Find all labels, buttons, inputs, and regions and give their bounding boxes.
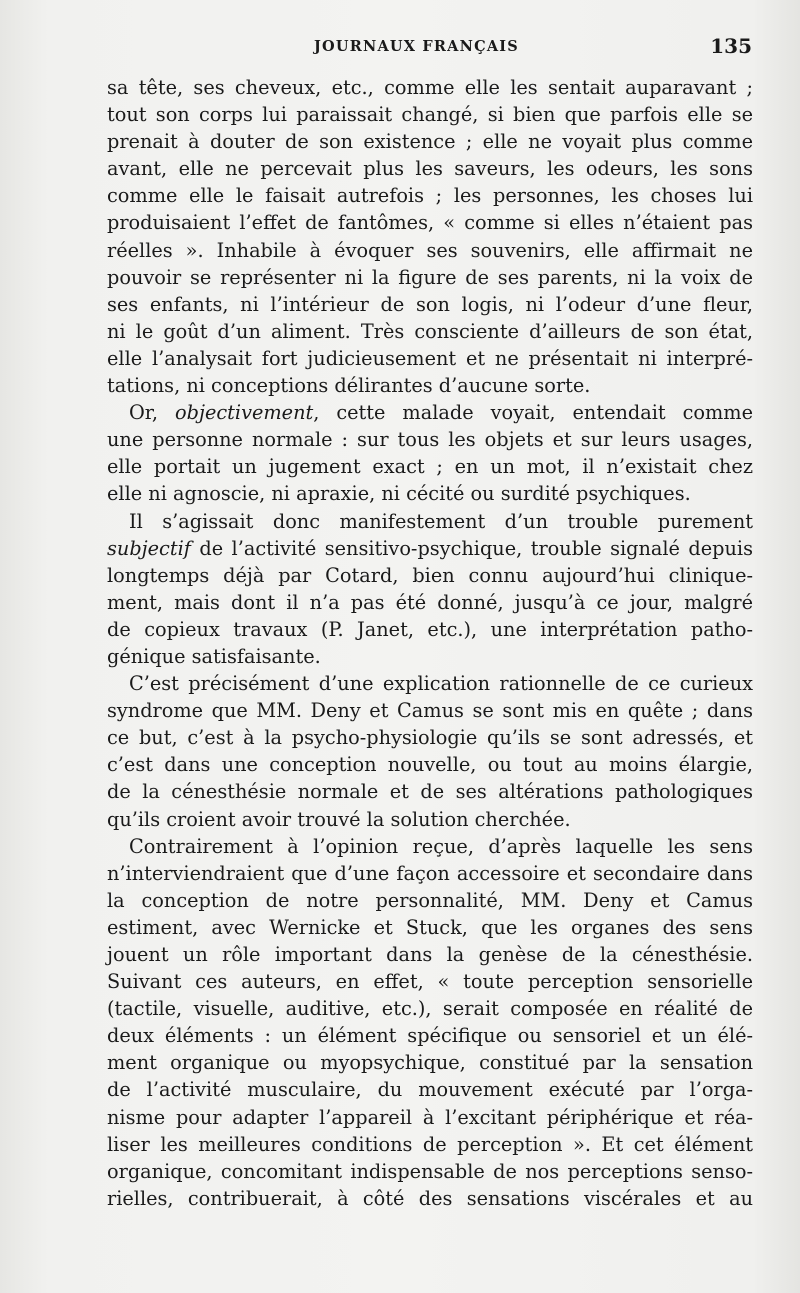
text-line: elle l’analysait fort judicieusement et ne présentait ni interpré- xyxy=(107,346,753,370)
text-line: Suivant ces auteurs, en effet, « toute perception sensorielle xyxy=(107,970,753,994)
text-line: prenait à douter de son existence ; elle ne voyait plus comme xyxy=(107,130,753,154)
paragraph-start-line: C’est précisément d’une explication rationnelle de ce curieux xyxy=(129,672,753,696)
paragraph-start-line xyxy=(107,399,753,426)
text-segment: de l’activité sensitivo-psychique, trouble signalé depuis xyxy=(190,536,753,560)
emphasized-text: objectivement xyxy=(175,401,314,425)
paragraph-start-line: Il s’agissait donc manifestement d’un trouble purement xyxy=(129,509,753,533)
text-line: une personne normale : sur tous les objets et sur leurs usages, xyxy=(107,428,753,452)
text-line: liser les meilleures conditions de perception ». Et cet élément xyxy=(107,1132,753,1156)
text-line: elle ni agnoscie, ni apraxie, ni cécité ou surdité psychiques. xyxy=(107,482,691,506)
text-line: rielles, contribuerait, à côté des sensations viscérales et au xyxy=(107,1186,753,1210)
text-line: jouent un rôle important dans la genèse de la cénesthésie. xyxy=(107,943,753,966)
text-line: de copieux travaux (P. Janet, etc.), une interprétation patho- xyxy=(107,617,753,641)
text-line xyxy=(107,535,753,562)
text-line: longtemps déjà par Cotard, bien connu aujourd’hui clinique- xyxy=(107,563,753,587)
text-line: avant, elle ne percevait plus les saveurs, les odeurs, les sons xyxy=(107,157,753,181)
text-line: sa tête, ses cheveux, etc., comme elle les sentait auparavant ; xyxy=(107,76,753,99)
body-text xyxy=(107,74,753,1212)
text-line: (tactile, visuelle, auditive, etc.), serait composée en réalité de xyxy=(107,997,753,1021)
text-segment: Or, xyxy=(129,401,176,425)
text-line: n’interviendraient que d’une façon accessoire et secondaire dans xyxy=(107,861,753,885)
page-header xyxy=(0,36,800,62)
text-line: comme elle le faisait autrefois ; les personnes, les choses lui xyxy=(107,184,753,208)
text-line: tout son corps lui paraissait changé, si bien que parfois elle se xyxy=(107,103,753,127)
emphasized-text: subjectif xyxy=(107,536,191,560)
text-line: génique satisfaisante. xyxy=(107,644,321,668)
text-line: nisme pour adapter l’appareil à l’excitant périphérique et réa- xyxy=(107,1105,753,1129)
running-head: JOURNAUX FRANÇAIS xyxy=(314,38,519,55)
text-line: ment organique ou myopsychique, constitué par la sensation xyxy=(107,1051,753,1075)
text-line: tations, ni conceptions délirantes d’aucune sorte. xyxy=(107,374,591,398)
text-line: estiment, avec Wernicke et Stuck, que les organes des sens xyxy=(107,915,753,939)
text-line: ment, mais dont il n’a pas été donné, jusqu’à ce jour, malgré xyxy=(107,590,753,614)
text-line: deux éléments : un élément spécifique ou sensoriel et un élé- xyxy=(107,1024,753,1048)
text-line: ce but, c’est à la psycho-physiologie qu’ils se sont adressés, et xyxy=(107,726,753,750)
text-line: pouvoir se représenter ni la figure de ses parents, ni la voix de xyxy=(107,265,753,289)
paragraph-start-line: Contrairement à l’opinion reçue, d’après laquelle les sens xyxy=(129,834,753,858)
text-line: organique, concomitant indispensable de nos perceptions senso- xyxy=(107,1159,753,1183)
page-number: 135 xyxy=(710,34,752,58)
text-line: produisaient l’effet de fantômes, « comme si elles n’étaient pas xyxy=(107,211,753,235)
text-line: réelles ». Inhabile à évoquer ses souvenirs, elle affirmait ne xyxy=(107,238,753,262)
text-segment: , cette malade voyait, entendait comme xyxy=(313,401,753,425)
text-line: qu’ils croient avoir trouvé la solution cherchée. xyxy=(107,807,571,831)
text-line: la conception de notre personnalité, MM. Deny et Camus xyxy=(107,888,753,912)
text-line: elle portait un jugement exact ; en un mot, il n’existait chez xyxy=(107,455,753,479)
text-line: c’est dans une conception nouvelle, ou tout au moins élargie, xyxy=(107,753,753,777)
text-line: ni le goût d’un aliment. Très consciente d’ailleurs de son état, xyxy=(107,319,753,343)
text-line: de l’activité musculaire, du mouvement exécuté par l’orga- xyxy=(107,1078,753,1102)
text-line: ses enfants, ni l’intérieur de son logis, ni l’odeur d’une fleur, xyxy=(107,292,753,316)
text-line: de la cénesthésie normale et de ses altérations pathologiques xyxy=(107,780,753,804)
text-line: syndrome que MM. Deny et Camus se sont mis en quête ; dans xyxy=(107,699,753,723)
